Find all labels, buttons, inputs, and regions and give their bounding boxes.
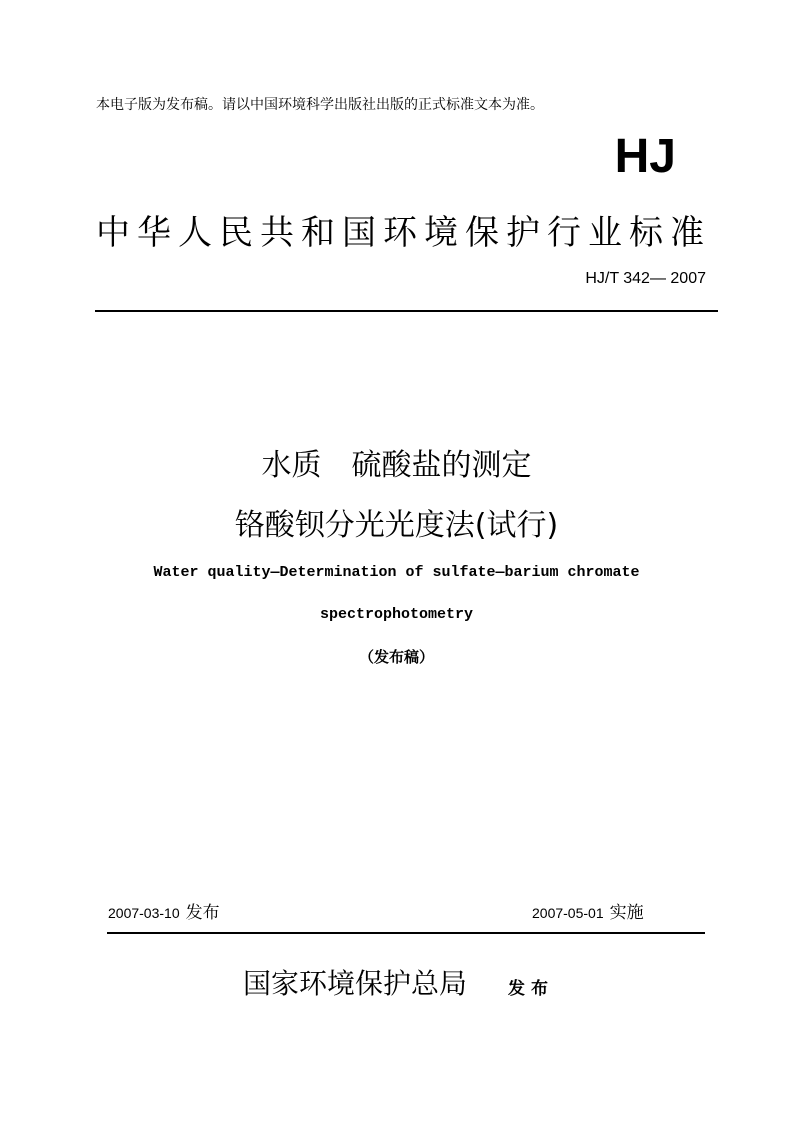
- standard-number: HJ/T 342— 2007: [585, 270, 706, 287]
- implementation-label: 实施: [609, 903, 644, 923]
- hj-standard-logo: HJ: [614, 130, 676, 183]
- issue-label: 发布: [185, 903, 220, 923]
- publish-label: 发布: [508, 979, 554, 999]
- issue-date-block: [108, 898, 220, 923]
- title-cn-line1: 水质 硫酸盐的测定: [261, 448, 532, 483]
- publisher-name: 国家环境保护总局: [243, 967, 468, 1000]
- title-cn-line2: 铬酸钡分光光度法(试行): [234, 508, 559, 543]
- implementation-date-block: [532, 898, 644, 923]
- issue-date: 2007-03-10: [108, 905, 180, 921]
- electronic-version-notice: 本电子版为发布稿。请以中国环境科学出版社出版的正式标准文本为准。: [96, 97, 544, 113]
- standard-category-title: 中华人民共和国环境保护行业标准: [96, 213, 711, 253]
- title-en-line2: spectrophotometry: [319, 606, 474, 623]
- footer-divider: [107, 932, 705, 934]
- draft-label: （发布稿）: [358, 648, 434, 666]
- implementation-date: 2007-05-01: [532, 905, 604, 921]
- header-divider: [95, 310, 718, 312]
- title-en-line1: Water quality—Determination of sulfate—barium chromate: [153, 564, 640, 581]
